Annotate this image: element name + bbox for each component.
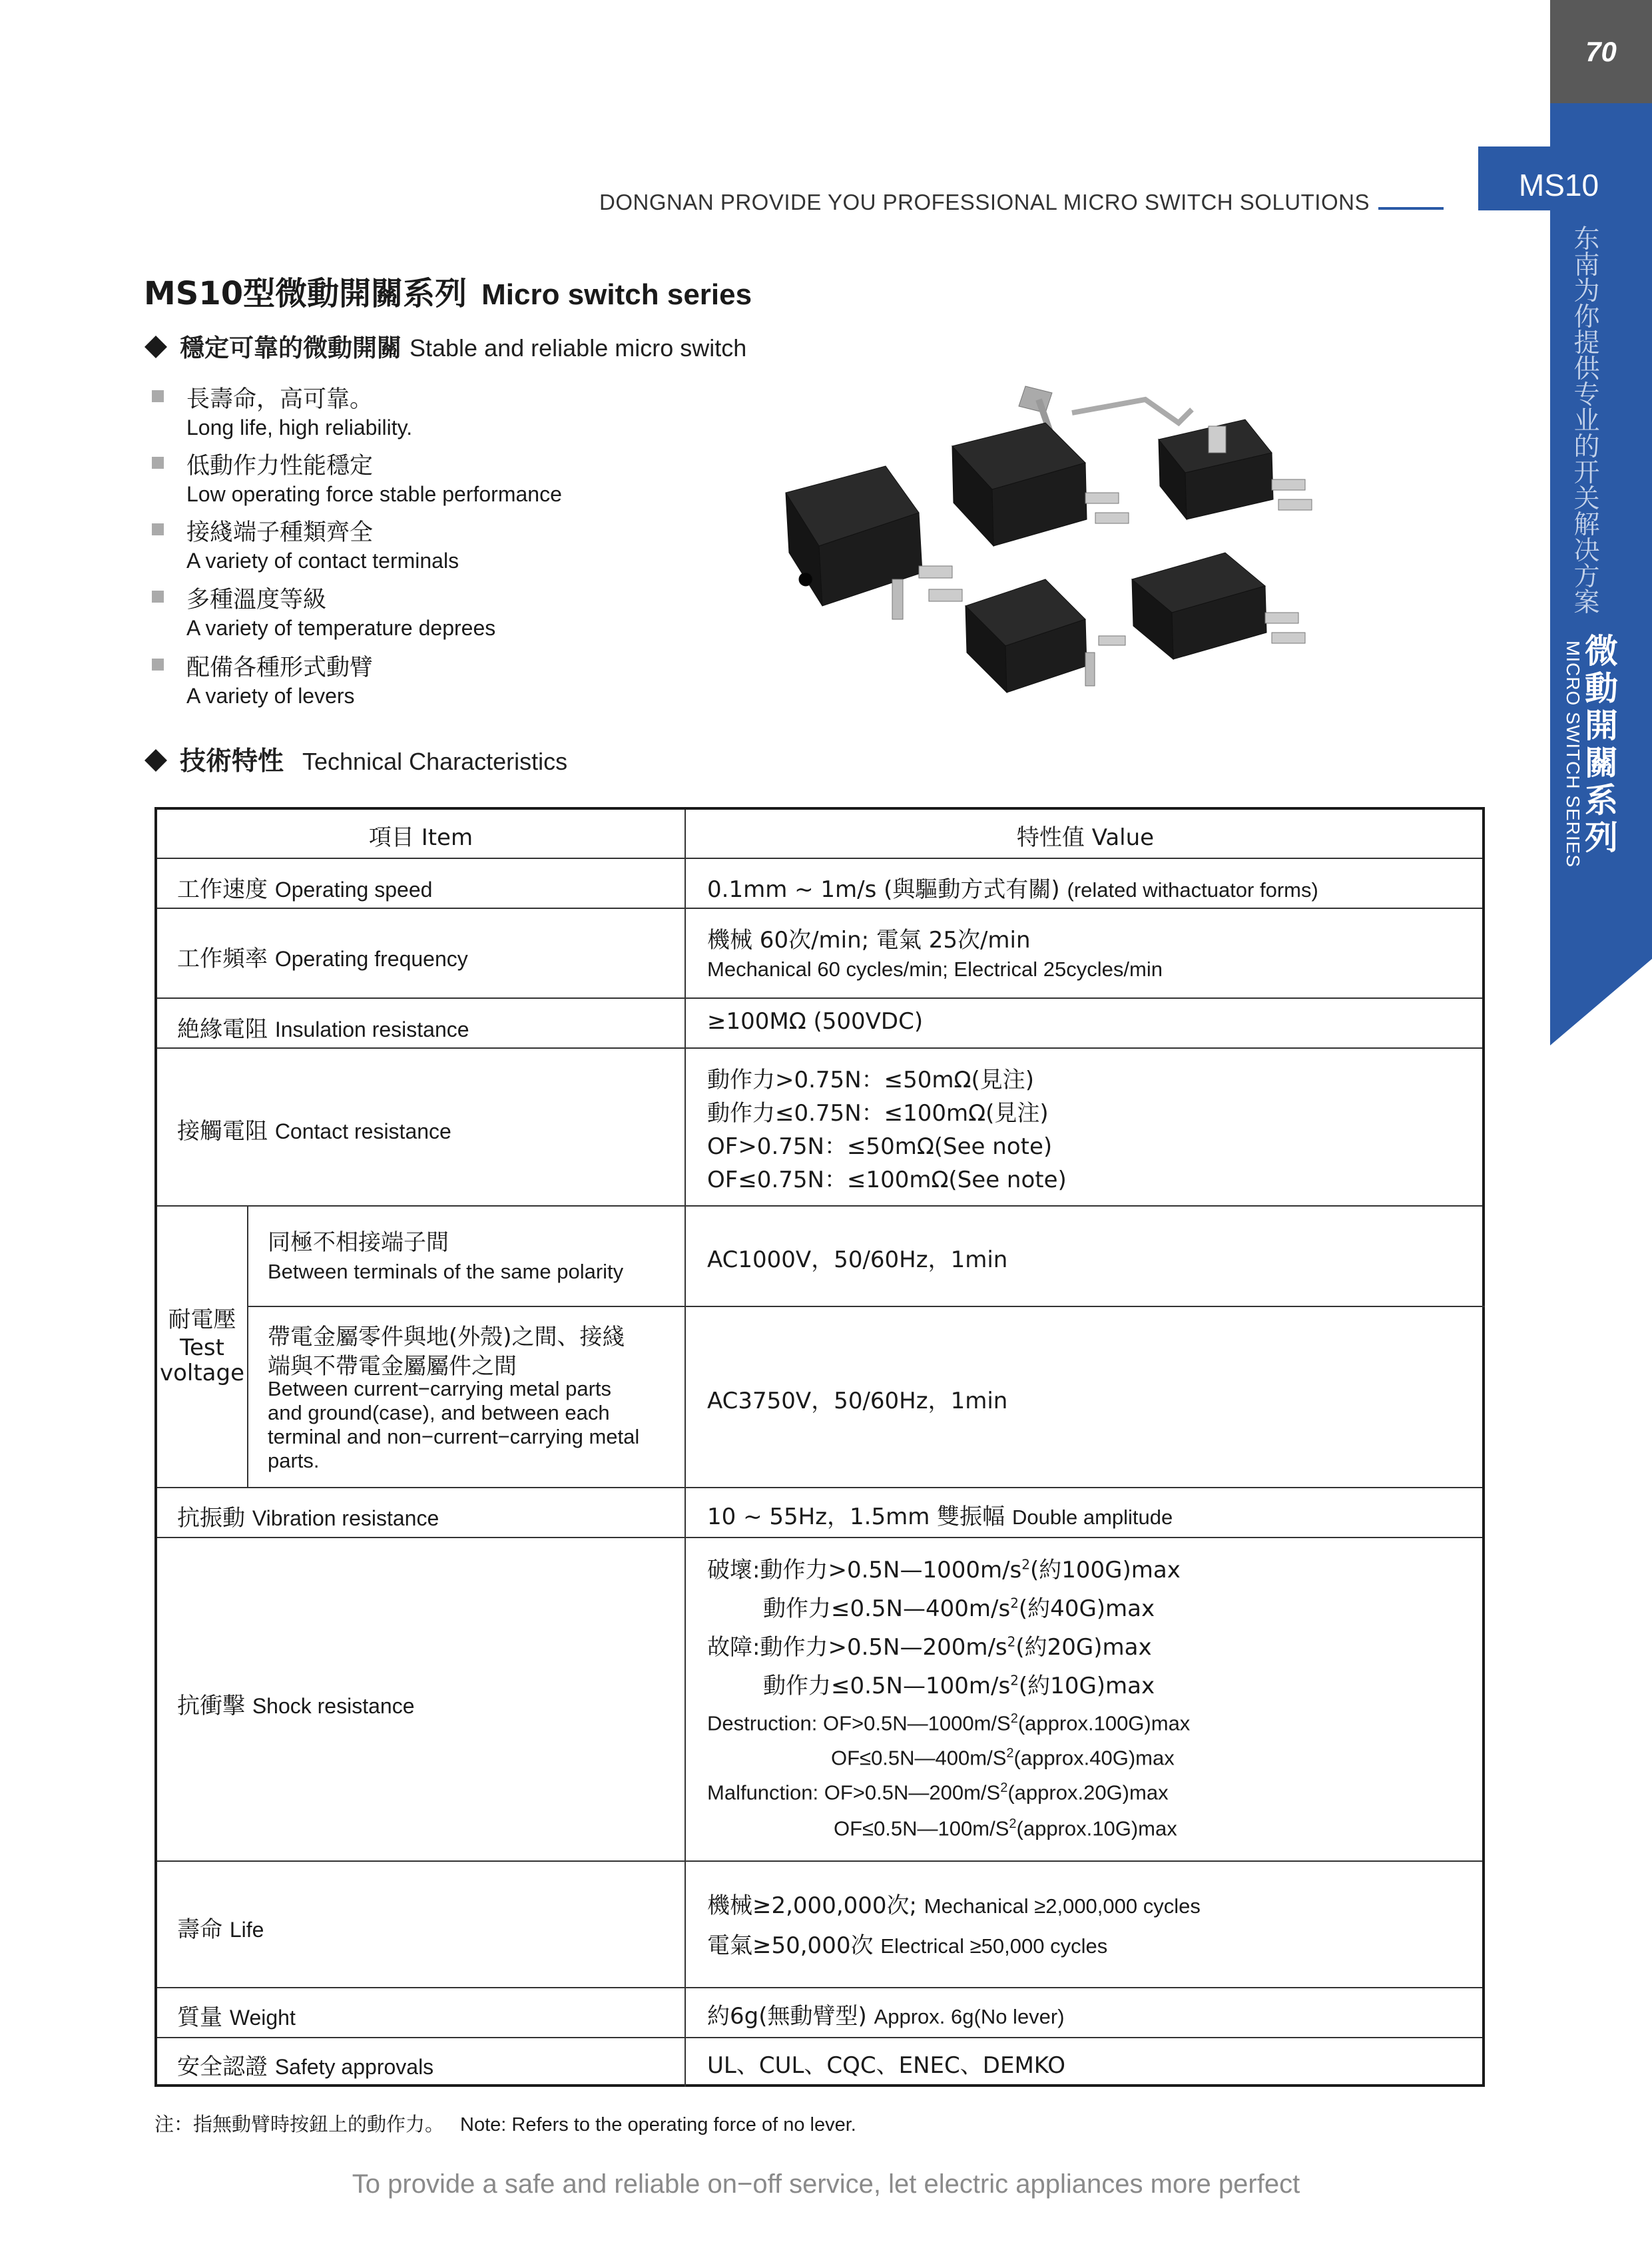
label-safety: 安全認證 Safety approvals (177, 2054, 434, 2080)
sidebar-vertical-title: 微動開關系列 (1585, 632, 1618, 857)
test-row2-en4: parts. (268, 1449, 320, 1472)
feature-cn: 接綫端子種類齊全 (186, 519, 374, 546)
micro-switch-image (965, 579, 1125, 693)
page-title (144, 268, 752, 314)
spec-table (154, 807, 1485, 2087)
value-frequency-1: 機械 60次/min; 電氣 25次/min (707, 927, 1031, 954)
row-divider (157, 1537, 1482, 1538)
value-life-2: 電氣≥50,000次 Electrical ≥50,000 cycles (707, 1932, 1108, 1959)
test-row1-en: Between terminals of the same polarity (268, 1260, 624, 1283)
micro-switch-image (1132, 553, 1305, 659)
feature-cn: 配備各種形式動臂 (186, 655, 374, 681)
row-divider (157, 1047, 1482, 1049)
row-divider (157, 1860, 1482, 1862)
feature-en: A variety of contact terminals (186, 549, 459, 573)
micro-switch-image (786, 466, 962, 619)
row-divider (157, 1205, 1482, 1207)
value-vibration: 10 ~ 55Hz，1.5mm 雙振幅 Double amplitude (707, 1504, 1173, 1530)
title-en: Micro switch series (481, 278, 752, 311)
value-frequency-2: Mechanical 60 cycles/min; Electrical 25cycles/min (707, 958, 1163, 981)
label-shock: 抗衝擊 Shock resistance (177, 1693, 415, 1719)
row-divider (157, 908, 1482, 909)
square-bullet-icon (152, 523, 164, 535)
value-insulation: ≥100MΩ (500VDC) (707, 1008, 924, 1035)
row-divider (247, 1306, 1485, 1307)
label-vibration: 抗振動 Vibration resistance (177, 1505, 439, 1532)
feature-cn: 長壽命，高可靠。 (186, 386, 374, 413)
feature-cn: 多種溫度等級 (186, 587, 327, 613)
diamond-bullet-icon (144, 749, 167, 772)
value-speed: 0.1mm ~ 1m/s (與驅動方式有關) (related withactuator forms) (707, 876, 1318, 903)
shock-line-4: 動作力$\le 0.5N—100m/s^2$(約10G)max (763, 1672, 1155, 1699)
section-heading-technical (148, 740, 567, 778)
label-test-voltage-cn: 耐電壓 (168, 1306, 236, 1333)
sidebar-vertical-en: MICRO SWITCH SERIES (1563, 641, 1583, 868)
value-safety: UL、CUL、CQC、ENEC、DEMKO (707, 2052, 1065, 2079)
label-test-voltage-en1: Test (180, 1334, 224, 1361)
shock-line-2: 動作力$\le 0.5N—400m/s^2$(約40G)max (763, 1595, 1155, 1622)
row-divider (157, 1487, 1482, 1488)
label-contact: 接觸電阻 Contact resistance (177, 1118, 451, 1145)
row-divider (157, 997, 1482, 999)
col-divider (247, 1205, 248, 1487)
section1-cn: 穩定可靠的微動開關 (180, 334, 402, 362)
header-rule (1378, 207, 1444, 210)
shock-line-8: $OF\le 0.5N—100m/S^2(approx.10G)\max$ (834, 1817, 1177, 1840)
test-row2-cn2: 端與不帶電金屬屬件之間 (268, 1353, 517, 1380)
shock-line-5: Destruction: $OF>0.5N—1000m/S^2(approx.100G)\max$ (707, 1711, 1191, 1735)
label-test-voltage-en2: voltage (159, 1360, 245, 1386)
test-row2-en2: and ground(case), and between each (268, 1401, 610, 1424)
sidebar-vertical-cn: 东南为你提供专业的开关解决方案 (1573, 224, 1600, 618)
col-divider (685, 810, 686, 2087)
label-speed: 工作速度 Operating speed (177, 876, 433, 903)
section-heading-stable (148, 328, 746, 364)
shock-line-1: 破壞:動作力$>0.5N—1000m/s^2$(約100G)max (707, 1556, 1181, 1583)
footer-slogan: To provide a safe and reliable on−off service, let electric appliances more perfect (352, 2169, 1300, 2199)
diamond-bullet-icon (144, 336, 167, 358)
row-divider (157, 1987, 1482, 1988)
footnote: 注：指無動臂時按鈕上的動作力。 Note: Refers to the operating force of no lever. (154, 2113, 856, 2135)
micro-switch-image (952, 386, 1129, 546)
shock-line-6: $OF\le 0.5N—400m/S^2(approx.40G)\max$ (831, 1746, 1175, 1770)
label-frequency: 工作頻率 Operating frequency (177, 946, 468, 972)
header-item: 項目 Item (368, 824, 473, 851)
feature-cn: 低動作力性能穩定 (186, 453, 374, 479)
square-bullet-icon (152, 659, 164, 671)
section2-en: Technical Characteristics (302, 748, 568, 775)
product-photo (772, 373, 1345, 699)
series-tag: MS10 (1518, 168, 1599, 202)
test-row1-value: AC1000V，50/60Hz，1min (707, 1247, 1008, 1273)
feature-en: Low operating force stable performance (186, 482, 562, 506)
label-weight: 質量 Weight (177, 2004, 296, 2031)
value-contact-1: 動作力>0.75N：≤50mΩ(見注) (707, 1067, 1035, 1093)
label-life: 壽命 Life (177, 1916, 264, 1943)
value-contact-4: OF≤0.75N：≤100mΩ(See note) (707, 1167, 1067, 1193)
label-insulation: 絶緣電阻 Insulation resistance (177, 1016, 469, 1043)
test-row1-cn: 同極不相接端子間 (268, 1229, 449, 1256)
feature-en: A variety of temperature deprees (186, 616, 496, 640)
section1-en: Stable and reliable micro switch (410, 334, 747, 362)
row-divider (157, 2037, 1482, 2038)
square-bullet-icon (152, 457, 164, 469)
page-number: 70 (1550, 0, 1652, 103)
value-contact-2: 動作力≤0.75N：≤100mΩ(見注) (707, 1100, 1049, 1127)
title-cn: MS10型微動開關系列 (144, 275, 467, 312)
section2-cn: 技術特性 (180, 746, 284, 776)
feature-en: A variety of levers (186, 684, 355, 708)
row-divider (157, 858, 1482, 859)
value-weight: 約6g(無動臂型) Approx. 6g(No lever) (707, 2003, 1065, 2030)
value-life-1: 機械≥2,000,000次; Mechanical ≥2,000,000 cycles (707, 1892, 1201, 1919)
test-row2-value: AC3750V，50/60Hz，1min (707, 1388, 1008, 1414)
shock-line-7: Malfunction: $OF>0.5N—200m/S^2(approx.20G)\max$ (707, 1781, 1169, 1805)
test-row2-en1: Between current−carrying metal parts (268, 1377, 612, 1400)
value-contact-3: OF>0.75N：≤50mΩ(See note) (707, 1133, 1053, 1160)
header-value: 特性值 Value (1016, 824, 1155, 851)
shock-line-3: 故障:動作力$>0.5N—200m/s^2$(約20G)max (707, 1633, 1152, 1661)
test-row2-cn1: 帶電金屬零件與地(外殼)之間、接綫 (268, 1324, 625, 1350)
feature-en: Long life, high reliability. (186, 416, 413, 439)
header-slogan: DONGNAN PROVIDE YOU PROFESSIONAL MICRO SWITCH SOLUTIONS (599, 190, 1370, 214)
square-bullet-icon (152, 591, 164, 603)
square-bullet-icon (152, 390, 164, 402)
test-row2-en3: terminal and non−current−carrying metal (268, 1425, 640, 1448)
